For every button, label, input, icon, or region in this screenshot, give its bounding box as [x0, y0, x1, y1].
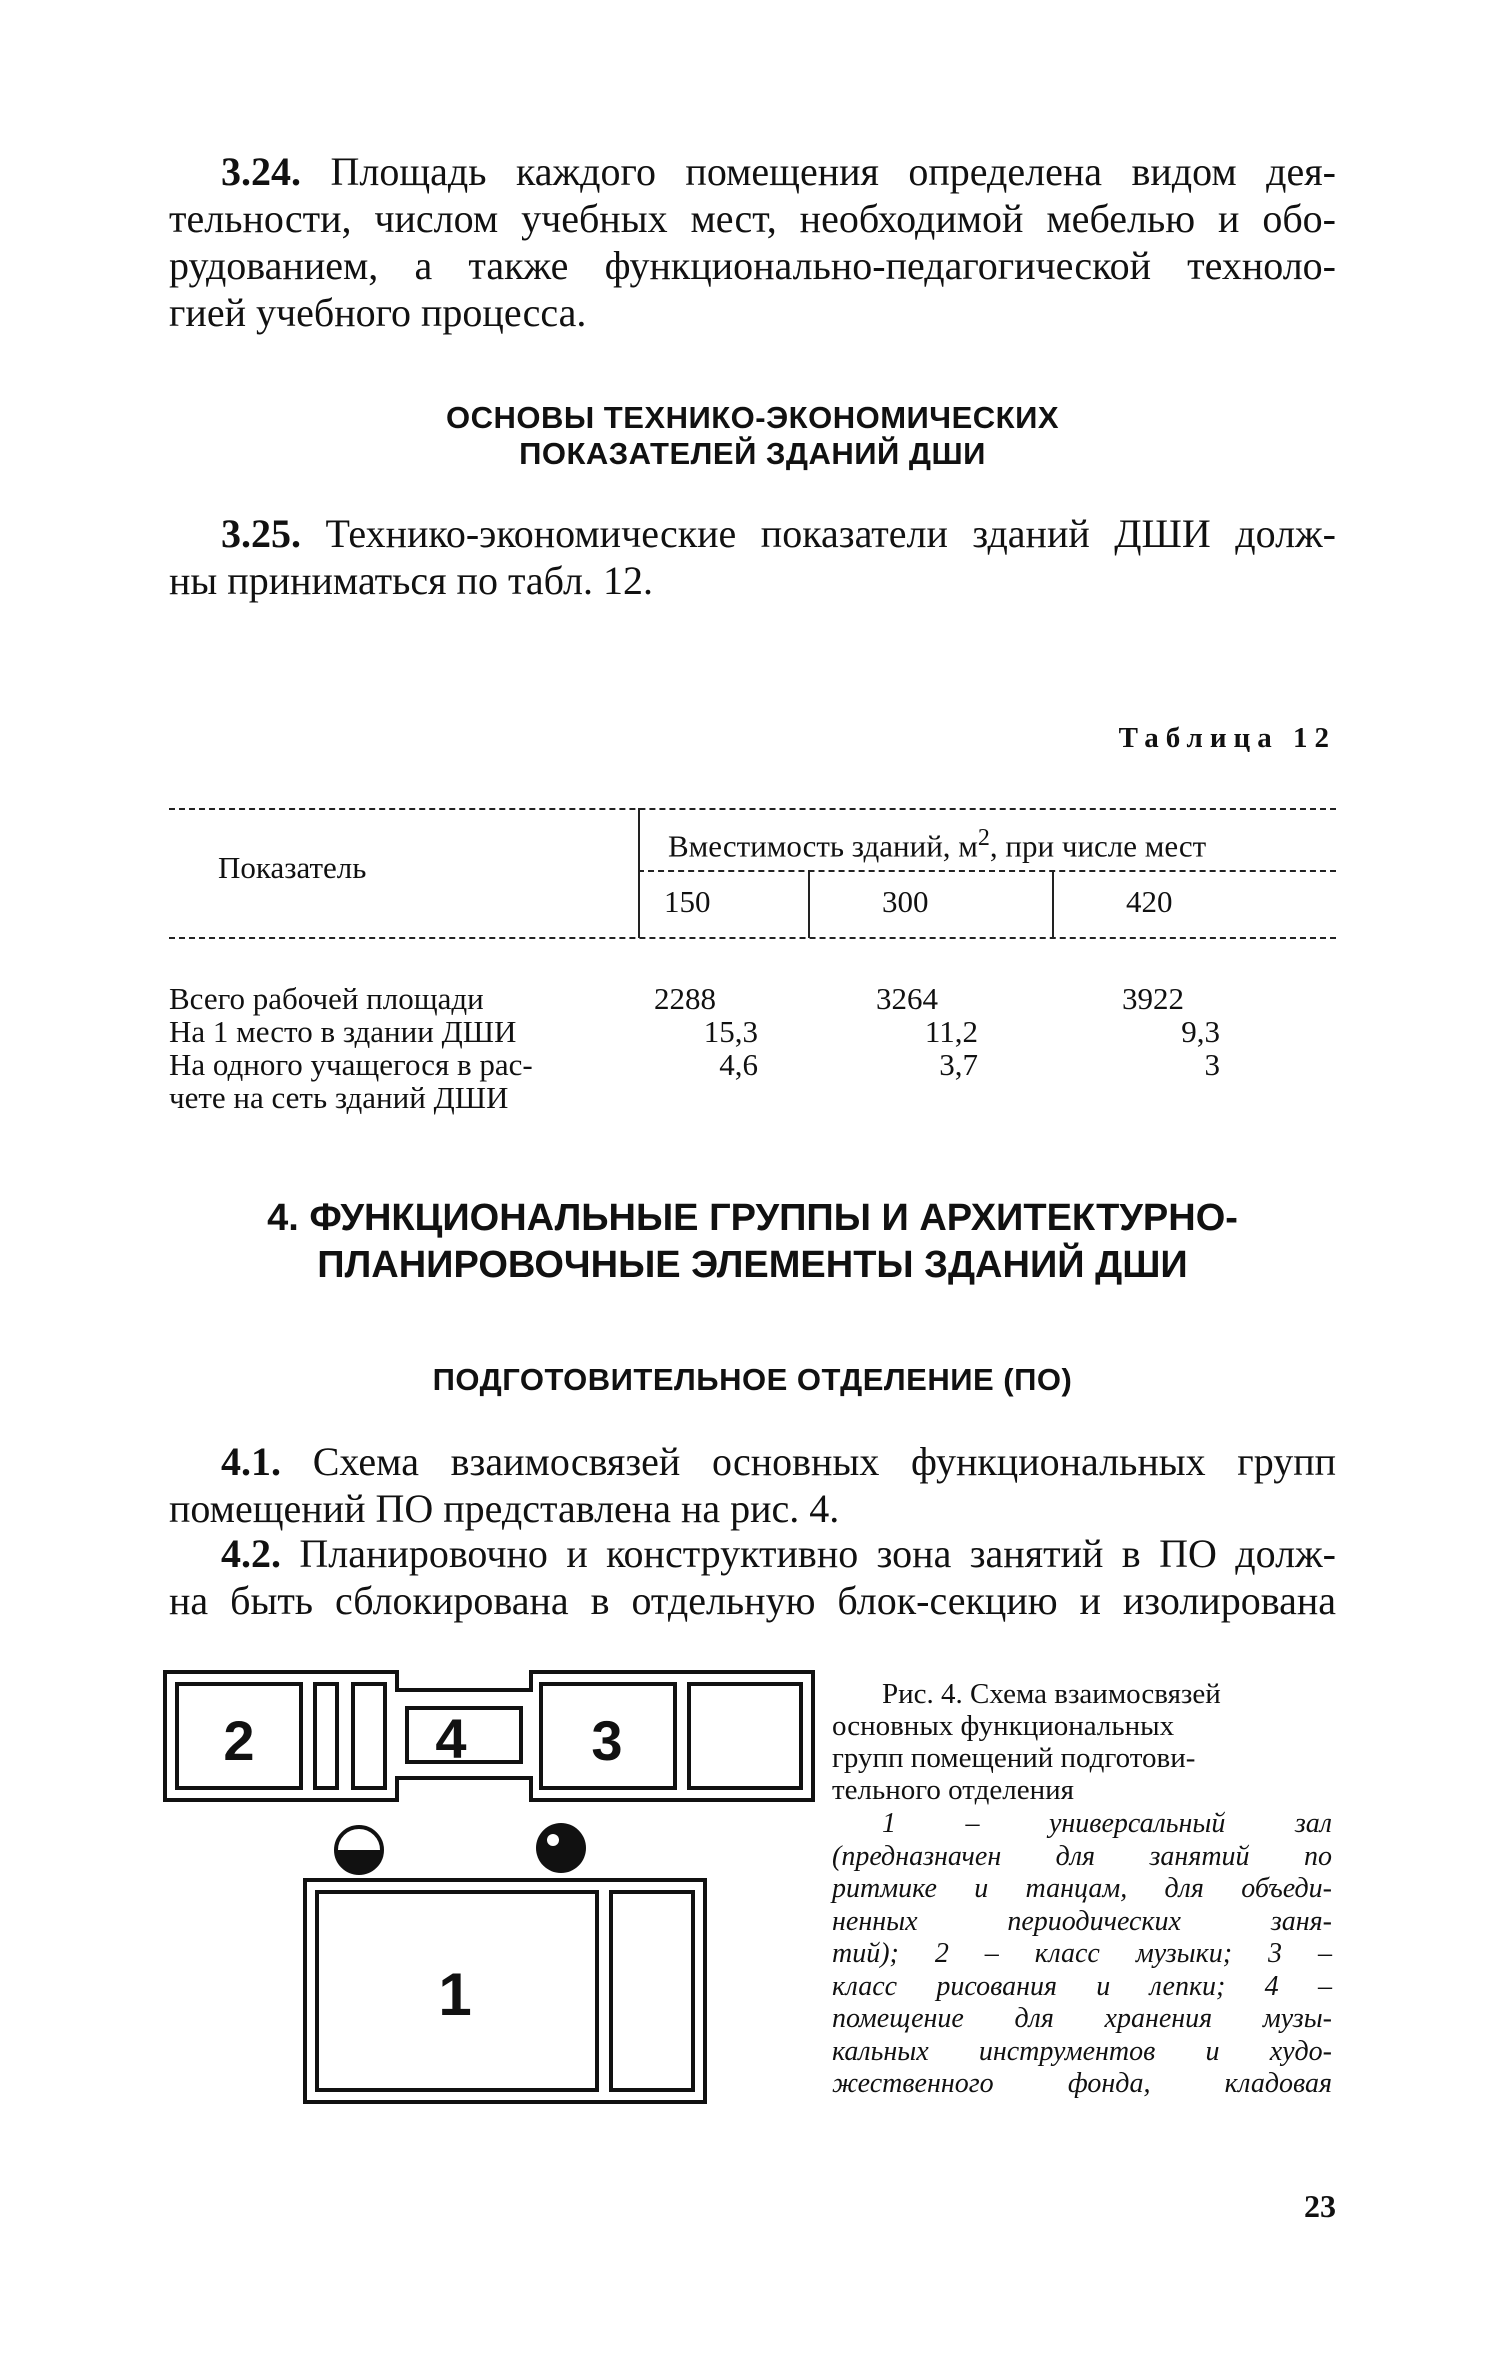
table-cell: 3,7: [939, 1047, 978, 1082]
section-heading: [169, 400, 1336, 472]
table-rule-top: [169, 808, 1336, 810]
table-divider: [1052, 870, 1054, 938]
paragraph-number: 3.25.: [221, 511, 301, 556]
legend-line: жественного фонда, кладовая: [832, 2068, 1332, 2099]
legend-line: 1 – универсальный зал: [882, 1808, 1332, 1839]
table-cell: 3264: [876, 981, 938, 1016]
table-column-header: 420: [1126, 884, 1173, 919]
paragraph-4-1: [169, 1438, 1336, 1532]
text-line: рудованием, а также функционально-педагогической техноло-: [169, 243, 1336, 288]
heading-line: ОСНОВЫ ТЕХНИКО-ЭКОНОМИЧЕСКИХ: [445, 400, 1060, 435]
text-line: Схема взаимосвязей основных функциональных групп: [312, 1439, 1337, 1484]
table-row-label: Всего рабочей площади: [169, 981, 484, 1016]
heading-line: ПЛАНИРОВОЧНЫЕ ЭЛЕМЕНТЫ ЗДАНИЙ ДШИ: [317, 1244, 1188, 1286]
legend-line: (предназначен для занятий по: [832, 1840, 1332, 1872]
table-cell: 11,2: [924, 1014, 978, 1049]
table-cell: 2288: [654, 981, 716, 1016]
table-cell: 4,6: [719, 1047, 758, 1082]
caption-line: тельного отделения: [832, 1774, 1074, 1806]
subsection-heading: ПОДГОТОВИТЕЛЬНОЕ ОТДЕЛЕНИЕ (ПО): [432, 1362, 1073, 1397]
text-line: гией учебного процесса.: [169, 290, 587, 335]
header-capacity-text: Вместимость зданий, м: [668, 828, 978, 864]
caption-line: основных функциональных: [832, 1710, 1175, 1742]
legend-line: ненных периодических заня-: [832, 1905, 1332, 1937]
table-cell: 3: [1204, 1047, 1220, 1082]
table-column-header: 150: [664, 884, 711, 919]
table-row-label: На 1 место в здании ДШИ: [169, 1014, 517, 1049]
figure-caption: [832, 1678, 1332, 1806]
table-cell: 9,3: [1181, 1014, 1220, 1049]
text-line: на быть сблокирована в отдельную блок-секцию и изолирована: [169, 1578, 1336, 1623]
bottom-block-outline: [305, 1880, 705, 2102]
table-header-capacity: [668, 822, 1206, 862]
side-room-outline: [689, 1684, 801, 1788]
table-cell: 15,3: [703, 1014, 758, 1049]
room-label-3: 3: [591, 1709, 623, 1772]
table-header-indicator: Показатель: [218, 850, 367, 885]
row-label-line: На одного учащегося в рас-: [169, 1047, 533, 1082]
heading-line: 4. ФУНКЦИОНАЛЬНЫЕ ГРУППЫ И АРХИТЕКТУРНО-: [267, 1197, 1238, 1239]
top-block-outline: [165, 1672, 813, 1800]
side-storage-outline: [611, 1892, 693, 2090]
connection-circle-filled: [536, 1823, 586, 1873]
table-row-label: [169, 1048, 533, 1114]
legend-line: ритмике и танцам, для объеди-: [832, 1873, 1332, 1904]
table-divider: [638, 808, 640, 938]
table-title: Таблица 12: [1118, 722, 1336, 754]
paragraph-number: 4.1.: [221, 1439, 281, 1484]
table-rule-sub: [638, 870, 1336, 872]
paragraph-4-2: [169, 1530, 1336, 1624]
paragraph-3-24: [169, 148, 1336, 336]
heading-line: ПОКАЗАТЕЛЕЙ ЗДАНИЙ ДШИ: [519, 436, 986, 471]
header-capacity-sup: 2: [977, 825, 990, 851]
table-rule-bottom: [169, 937, 1336, 939]
row-label-line: чете на сеть зданий ДШИ: [169, 1080, 509, 1115]
legend-line: тий); 2 – класс музыки; 3 –: [832, 1938, 1332, 1969]
table-cell: 3922: [1122, 981, 1184, 1016]
caption-line: Рис. 4. Схема взаимосвязей: [882, 1678, 1221, 1710]
text-line: ны приниматься по табл. 12.: [169, 558, 653, 603]
storage-outline: [315, 1684, 337, 1788]
text-line: тельности, числом учебных мест, необходимой мебелью и обо-: [169, 196, 1336, 241]
corridor-outline: [353, 1684, 385, 1788]
header-capacity-text-post: , при числе мест: [989, 828, 1207, 864]
paragraph-number: 3.24.: [221, 149, 301, 194]
legend-line: класс рисования и лепки; 4 –: [832, 1970, 1332, 2002]
page-number: 23: [1304, 2188, 1336, 2224]
figure-legend: [832, 1808, 1332, 2101]
connection-circle-open-fill: [336, 1850, 382, 1873]
text-line: Планировочно и конструктивно зона занятий в ПО долж-: [299, 1531, 1337, 1576]
room-label-4: 4: [435, 1707, 467, 1770]
legend-line: помещение для хранения музы-: [832, 2003, 1332, 2034]
caption-line: групп помещений подготови-: [832, 1742, 1196, 1774]
paragraph-3-25: [169, 510, 1336, 604]
text-line: Площадь каждого помещения определена видом дея-: [330, 149, 1336, 194]
paragraph-number: 4.2.: [221, 1531, 281, 1576]
legend-line: кальных инструментов и худо-: [832, 2035, 1332, 2067]
room-label-2: 2: [223, 1709, 255, 1772]
room-label-1: 1: [438, 1961, 472, 2028]
text-line: Технико-экономические показатели зданий ДШИ долж-: [325, 511, 1336, 556]
table-divider: [808, 870, 810, 938]
figure-4-diagram: [155, 1660, 835, 2110]
table-column-header: 300: [882, 884, 929, 919]
text-line: помещений ПО представлена на рис. 4.: [169, 1486, 840, 1531]
chapter-heading: [169, 1195, 1336, 1289]
connection-circle-highlight: [547, 1834, 559, 1846]
